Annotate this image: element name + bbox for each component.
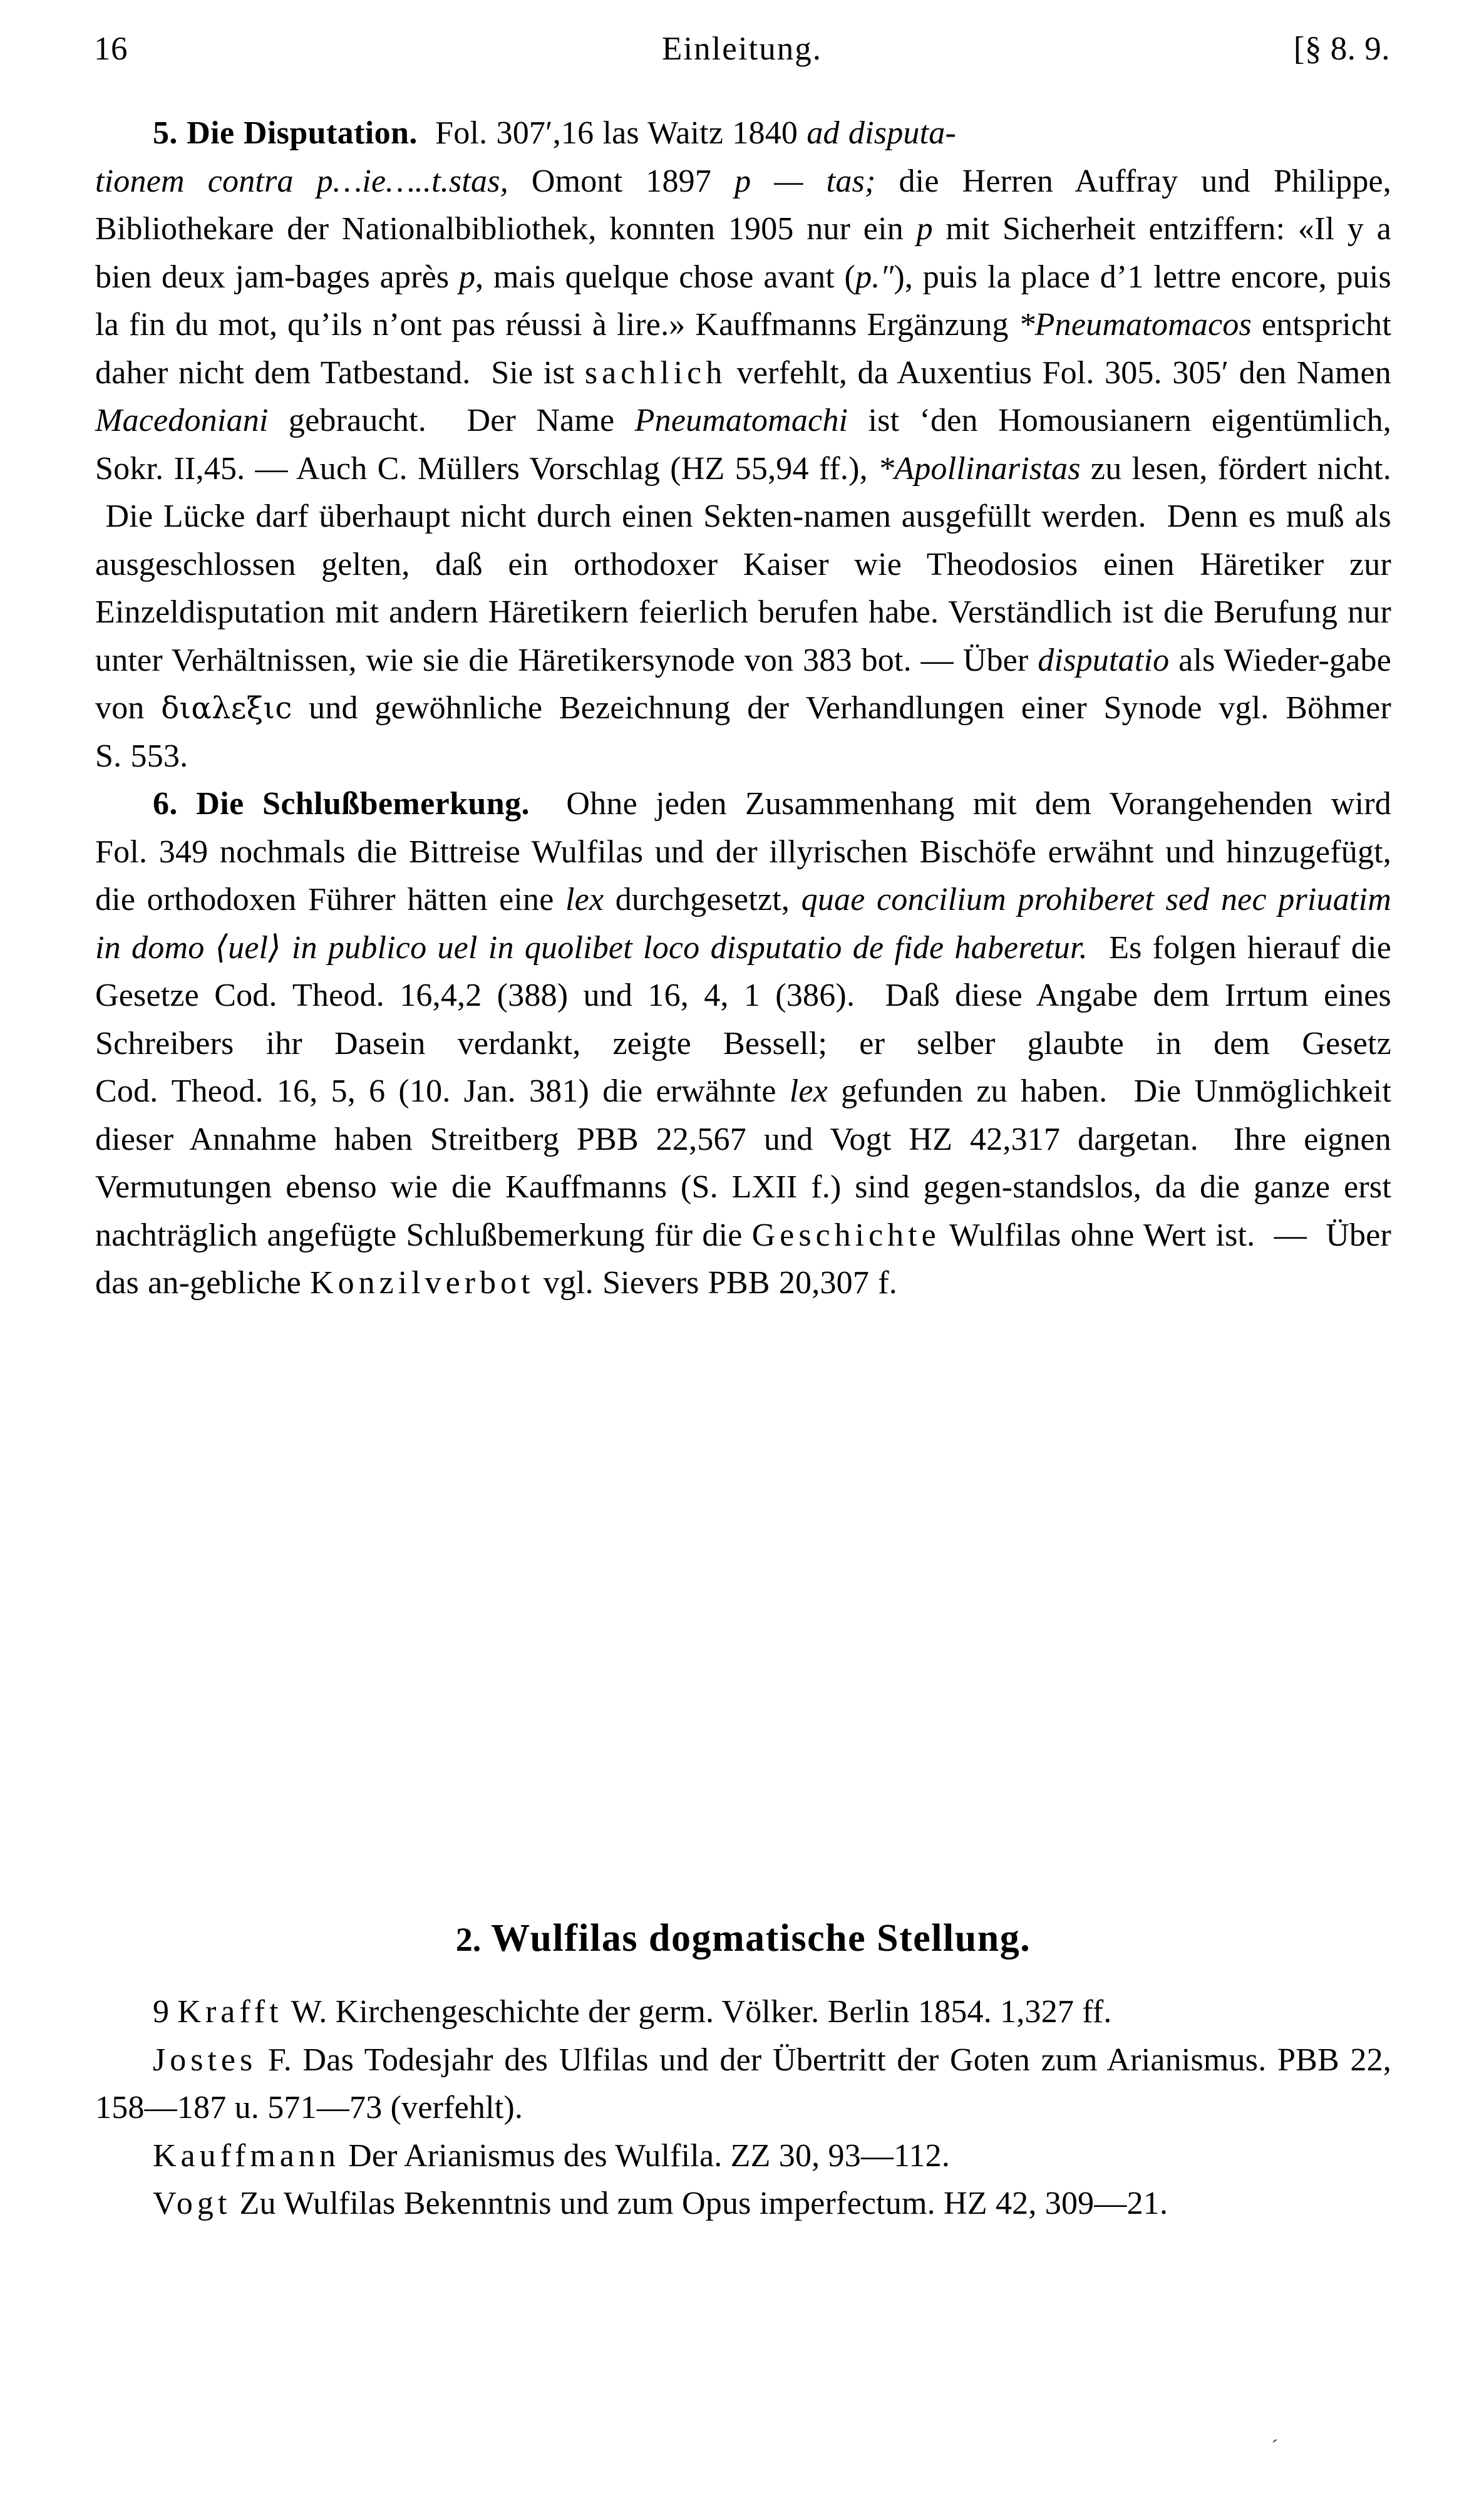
signature-mark: ´ [1271,2436,1279,2459]
siglum-p-4: p.″ [855,259,894,295]
term-pneumatomacos: *Pneumatomacos [1018,307,1252,343]
bib-text: Zu Wulfilas Bekenntnis und zum Opus imperfectum. HZ 42, 309—21. [239,2186,1168,2221]
bib-text: W. Kirchengeschichte der germ. Völker. Berlin 1854. 1,327 ff. [291,1994,1112,2030]
chapter-number: 2. [455,1921,482,1958]
running-title: Einleitung. [661,31,823,67]
latin-quote-1: ad disputa- tionem contra p…ie…..t.stas, [95,115,956,199]
paragraph-disputation: 5. Die Disputation. Fol. 307′,16 las Waitz 1840 ad disputa- tionem contra p…ie…..t.stas, Omont 1897 p — tas; die Herren Auffray und Philippe, Bibliothekare der Nationalbibliothek, konnten 1905 nur ein p mit Sicherheit entziffern: «Il y a bien deux jam-bages après p, mais quelque chose avant (p.″), puis la place d’1 lettre encore, puis la fin du mot, qu’ils n’ont pas réussi à lire.» Kauffmanns Ergänzung *Pneumatomacos entspricht daher nicht dem Tatbestand. Sie ist sachlich verfehlt, da Auxentius Fol. 305. 305′ den Namen Macedoniani gebraucht. Der Name Pneumatomachi ist ‘den Homousianern eigentümlich, Sokr. II,45. — Auch C. Müllers Vorschlag (HZ 55,94 ff.), *Apollinaristas zu lesen, fördert nicht. Die Lücke darf überhaupt nicht durch einen Sekten-namen ausgefüllt werden. Denn es muß als ausgeschlossen gelten, daß ein orthodoxer Kaiser wie Theodosios einen Häretiker zur Einzeldisputation mit andern Häretikern feierlich berufen habe. Verständlich ist die Berufung nur unter Verhältnissen, wie sie die Häretikersynode von 383 bot. — Über disputatio als Wieder-gabe von διαλεξιϲ und gewöhnliche Bezeichnung der Verhandlungen einer Synode vgl. Böhmer S. 553. [95,115,1392,774]
emphasis-sachlich: sachlich [584,354,727,391]
runin-heading-schlussbemerkung: 6. Die Schlußbemerkung. [153,786,530,822]
latin-quote-2: quae concilium prohiberet sed nec priuatim in domo ⟨uel⟩ in publico uel in quolibet loco disputatio de fide haberetur. [95,882,1391,966]
bibliography-entry [95,1988,1391,2037]
bib-text: Der Arianismus des Wulfila. ZZ 30, 93—112. [348,2137,951,2174]
term-apollinaristas: *Apollinaristas [878,450,1081,487]
term-lex-1: lex [565,882,604,917]
chapter-title: Wulfilas dogmatische Stellung. [491,1917,1031,1960]
bib-author: Kauffmann [153,2137,340,2174]
greek-dialexis: διαλεξιϲ [161,691,292,726]
emphasis-geschichte: Geschichte [751,1217,940,1253]
term-lex-2: lex [789,1073,828,1109]
term-pneumatomachi: Pneumatomachi [634,403,848,438]
term-macedoniani: Macedoniani [95,403,269,438]
body-text [95,110,1391,1308]
term-disputatio: disputatio [1038,642,1170,678]
bibliography-entry [95,2132,1391,2181]
runin-heading-disputation: 5. Die Disputation. [153,115,418,151]
bib-author: Vogt [153,2186,232,2221]
section-marker: [§ 8. 9. [1293,31,1390,67]
bibliography-list [95,1988,1391,2228]
page-number: 16 [94,31,128,67]
bib-text: F. Das Todesjahr des Ulfilas und der Übertritt der Goten zum Arianismus. PBB 22, 158—187 u. 571—73 (verfehlt). [95,2042,1392,2125]
chapter-heading [95,1916,1391,1961]
siglum-p-1: p — tas; [734,163,876,199]
bib-marker: 9 [153,1994,170,2030]
bibliography-entry [95,2037,1391,2132]
bib-author: Krafft [177,1994,283,2030]
running-head [94,30,1390,74]
emphasis-konzilverbot: Konzilverbot [310,1265,535,1301]
paragraph-schlussbemerkung: 6. Die Schlußbemerkung. Ohne jeden Zusammenhang mit dem Vorangehenden wird Fol. 349 nochmals die Bittreise Wulfilas und der illyrischen Bischöfe erwähnt und hinzugefügt, die orthodoxen Führer hätten eine lex durchgesetzt, quae concilium prohiberet sed nec priuatim in domo ⟨uel⟩ in publico uel in quolibet loco disputatio de fide haberetur. Es folgen hierauf die Gesetze Cod. Theod. 16,4,2 (388) und 16, 4, 1 (386). Daß diese Angabe dem Irrtum eines Schreibers ihr Dasein verdankt, zeigte Bessell; er selber glaubte in dem Gesetz Cod. Theod. 16, 5, 6 (10. Jan. 381) die erwähnte lex gefunden zu haben. Die Unmöglichkeit dieser Annahme haben Streitberg PBB 22,567 und Vogt HZ 42,317 dargetan. Ihre eignen Vermutungen ebenso wie die Kauffmanns (S. LXII f.) sind gegen-standslos, da die ganze erst nachträglich angefügte Schlußbemerkung für die Geschichte Wulfilas ohne Wert ist. — Über das an-gebliche Konzilverbot vgl. Sievers PBB 20,307 f. [95,786,1391,1301]
bib-author: Jostes [153,2042,257,2078]
siglum-p-3: p [458,259,476,295]
bibliography-entry [95,2180,1391,2228]
siglum-p-2: p [916,211,933,247]
